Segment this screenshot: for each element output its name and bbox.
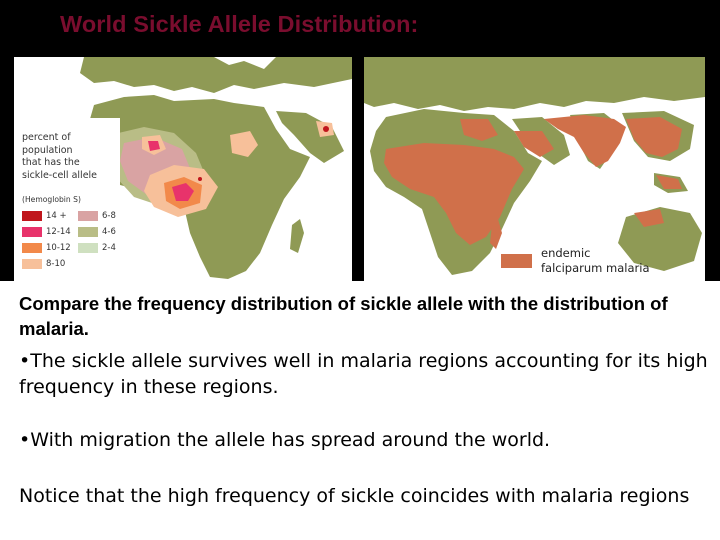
legend-swatch [22, 259, 42, 269]
title-bar [0, 0, 720, 57]
legend-entry [78, 210, 116, 221]
legend-entry [22, 242, 71, 253]
legend-label: 10-12 [46, 242, 71, 253]
legend-entry [22, 258, 65, 269]
legend-entry [22, 226, 71, 237]
legend-entry [22, 210, 67, 221]
map-divider [352, 57, 364, 281]
legend-swatch [78, 227, 98, 237]
legend-swatch [78, 211, 98, 221]
malaria-legend-swatch [501, 254, 532, 268]
legend-swatch [78, 243, 98, 253]
legend-entry [78, 242, 116, 253]
slide-border-right [705, 57, 720, 281]
legend-label: 8-10 [46, 258, 66, 269]
bullet-point: •The sickle allele survives well in malaria regions accounting for its high frequency in these regions. [19, 350, 708, 398]
legend-subcaption: (Hemoglobin S) [22, 195, 81, 204]
malaria-map-graphic [364, 57, 705, 281]
notice-statement: Notice that the high frequency of sickle coincides with malaria regions [19, 485, 690, 507]
legend-label: 2-4 [102, 242, 116, 253]
malaria-map [364, 57, 705, 281]
sickle-allele-legend [16, 118, 120, 276]
compare-statement: Compare the frequency distribution of sickle allele with the distribution of malaria. [19, 293, 668, 339]
legend-caption: percent of population that has the sickle-cell allele [22, 132, 98, 181]
slide-border-left [0, 57, 14, 281]
legend-entry [78, 226, 116, 237]
legend-label: 12-14 [46, 226, 71, 237]
legend-label: 6-8 [102, 210, 116, 221]
legend-swatch [22, 211, 42, 221]
slide-title: World Sickle Allele Distribution: [60, 11, 419, 37]
legend-label: 4-6 [102, 226, 116, 237]
legend-label: 14 + [46, 210, 67, 221]
legend-swatch [22, 243, 42, 253]
bullet-point: •With migration the allele has spread around the world. [19, 429, 551, 451]
legend-swatch [22, 227, 42, 237]
malaria-legend-label: endemic falciparum malaria [541, 246, 650, 275]
